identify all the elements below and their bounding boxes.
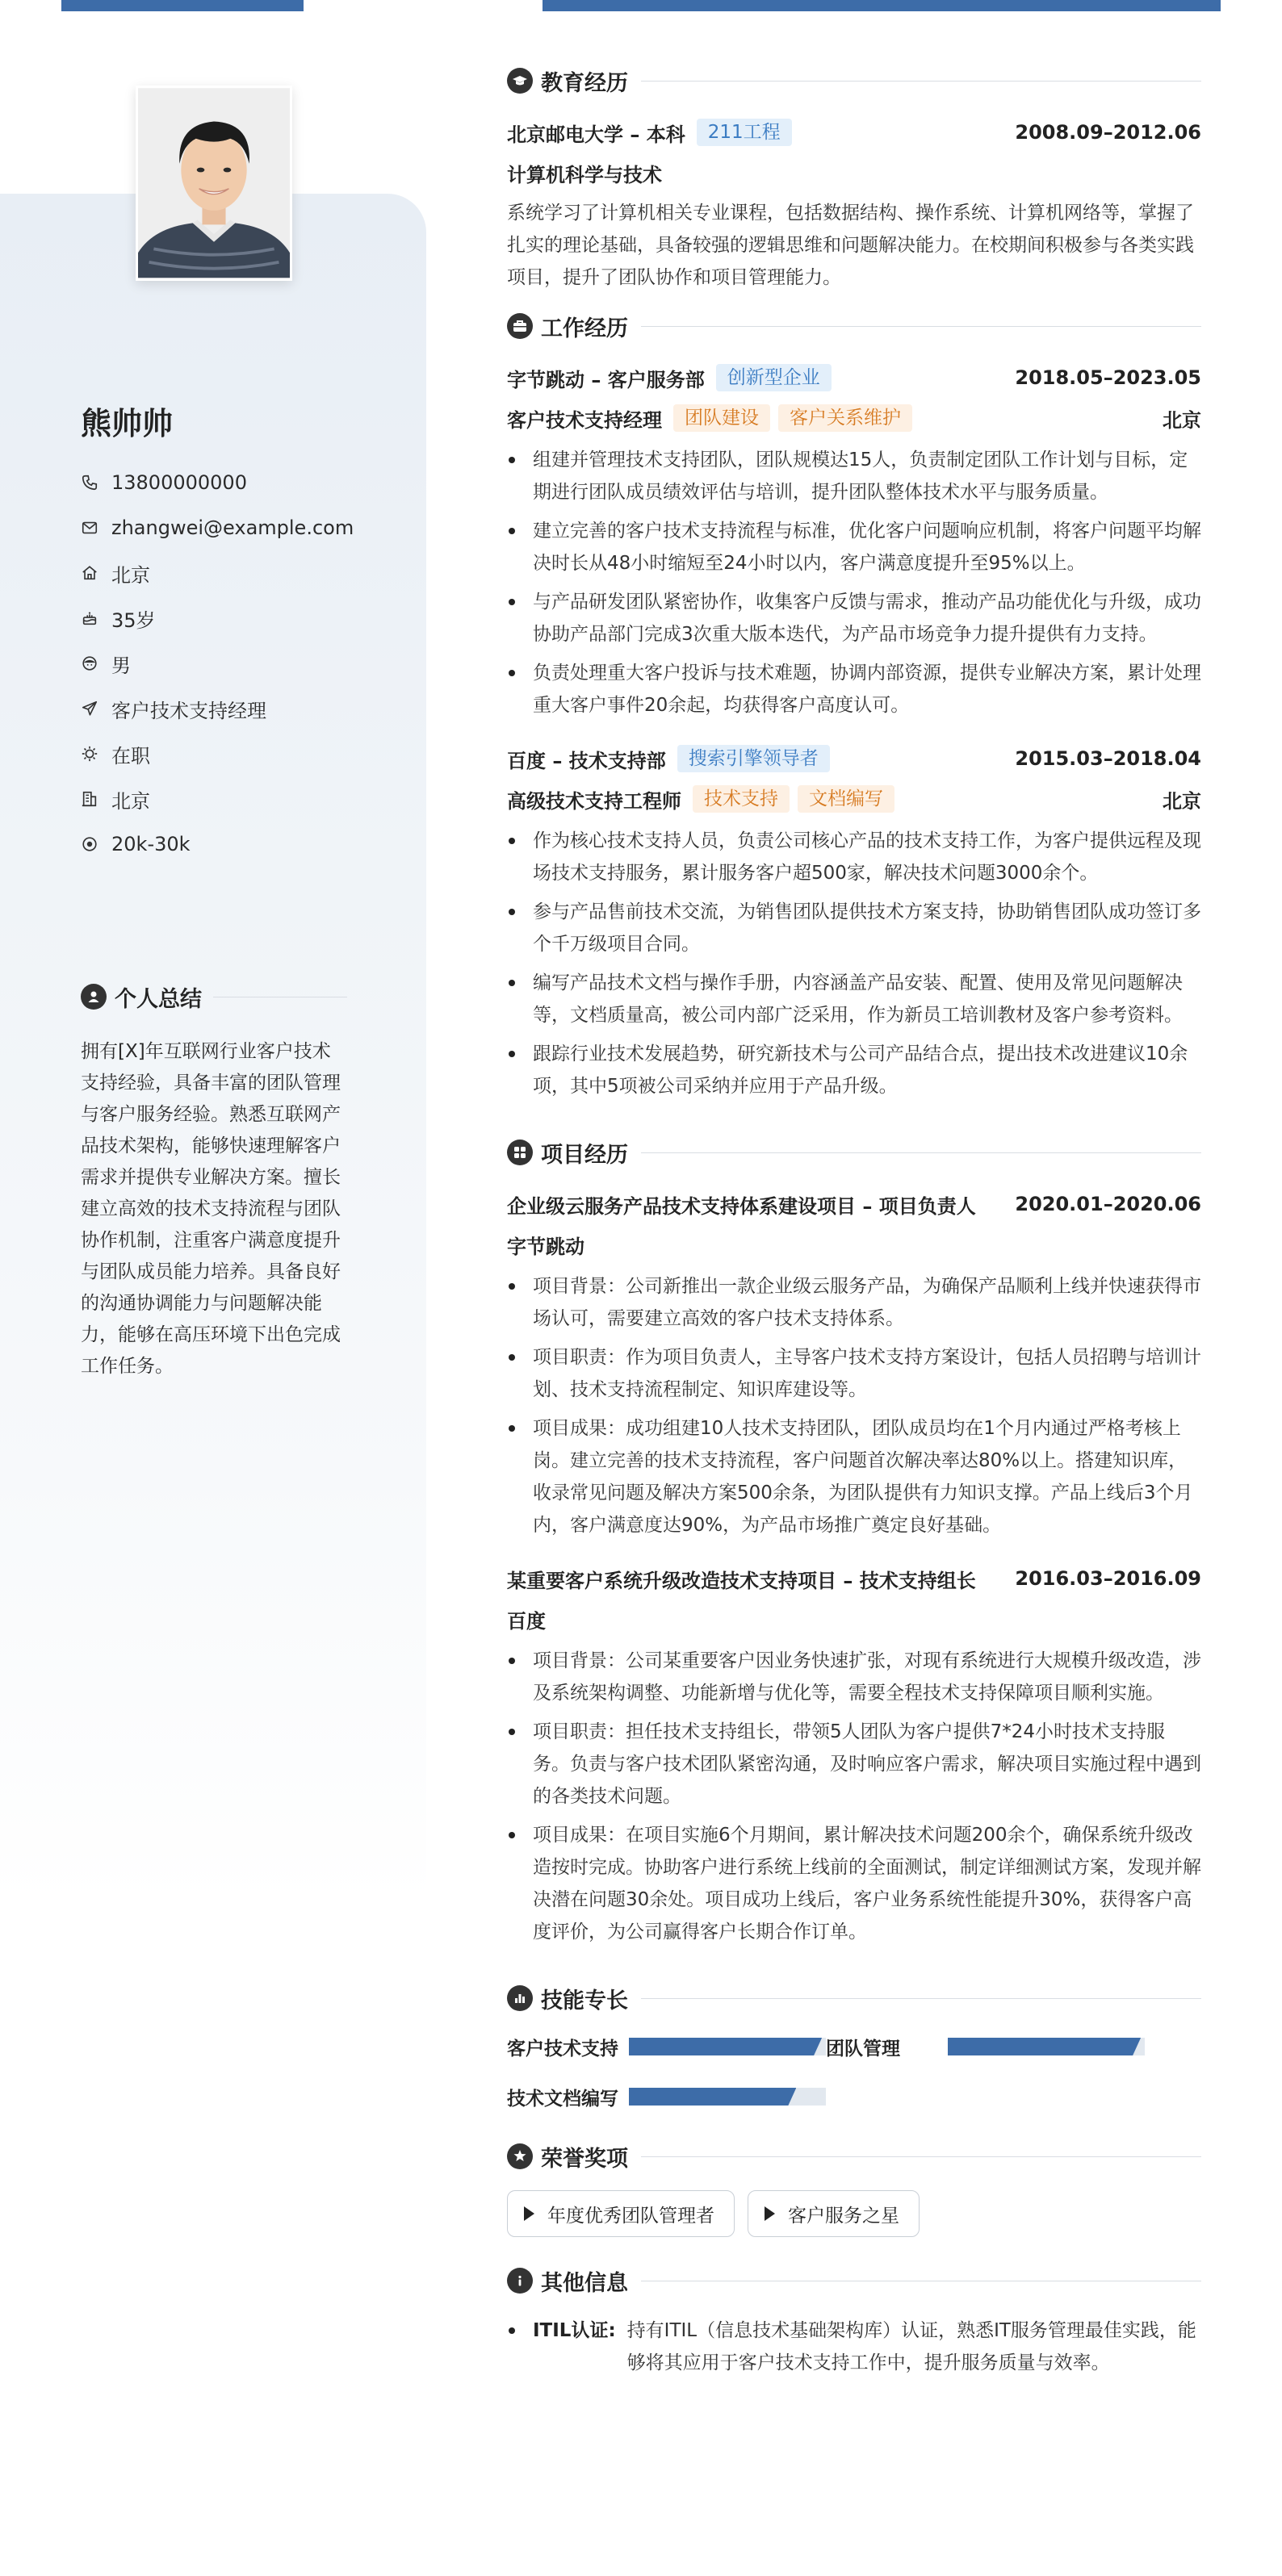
project-name: 某重要客户系统升级改造技术支持项目 – 技术支持组长	[507, 1569, 976, 1592]
profile-name: 熊帅帅	[81, 406, 174, 441]
summary-section-title	[81, 983, 347, 1010]
send-icon	[81, 700, 98, 717]
project-company-row	[507, 1223, 1201, 1265]
status-icon	[81, 745, 98, 763]
job-position: 客户技术支持经理	[507, 408, 662, 432]
project-entry	[507, 1185, 1201, 1541]
job-company: 百度 – 技术支持部	[507, 749, 666, 772]
list-item: 负责处理重大客户投诉与技术难题，协调内部资源，提供专业解决方案，累计处理重大客户事件20余起，均获得客户高度认可。	[507, 657, 1201, 721]
project-company: 字节跳动	[507, 1235, 584, 1258]
project-date: 2020.01–2020.06	[1015, 1193, 1201, 1215]
skill-item	[507, 2030, 826, 2063]
divider	[641, 1998, 1201, 1999]
education-title: 教育经历	[541, 70, 628, 96]
school-name: 北京邮电大学 – 本科	[507, 123, 685, 146]
other-list	[507, 2315, 1201, 2379]
skill-level-fill	[948, 2038, 1141, 2055]
other-value: 持有ITIL（信息技术基础架构库）认证，熟悉IT服务管理最佳实践，能够将其应用于客户技术支持工作中，提升服务质量与效率。	[626, 2320, 1196, 2373]
work-title: 工作经历	[541, 316, 628, 341]
job-bullets	[507, 825, 1201, 1102]
top-accent-bar-right	[543, 0, 1221, 11]
skill-name: 客户技术支持	[507, 2038, 618, 2060]
play-icon	[524, 2206, 534, 2221]
project-company: 百度	[507, 1609, 546, 1633]
other-section-title	[507, 2260, 1201, 2302]
skill-tag: 文档编写	[798, 785, 894, 813]
salary-icon	[81, 835, 98, 853]
list-item: 项目职责：担任技术支持组长，带领5人团队为客户提供7*24小时技术支持服务。负责与客户技术团队紧密沟通，及时响应客户需求，解决项目实施过程中遇到的各类技术问题。	[507, 1716, 1201, 1813]
job-header	[507, 358, 1201, 397]
top-accent-bar-left	[61, 0, 304, 11]
company-tag: 搜索引擎领导者	[677, 745, 830, 772]
info-email	[81, 505, 404, 550]
list-item: 项目成果：成功组建10人技术支持团队，团队成员均在1个月内通过严格考核上岗。建立完善的技术支持流程，客户问题首次解决率达80%以上。搭建知识库，收录常见问题及解决方案500余条，为团队提供有力知识支撑。产品上线后3个月内，客户满意度达90%，为产品市场推广奠定良好基础。	[507, 1412, 1201, 1541]
info-city-text: 北京	[111, 563, 150, 587]
info-phone-text: 13800000000	[111, 471, 247, 494]
skills-title: 技能专长	[541, 1988, 628, 2014]
list-item: 跟踪行业技术发展趋势，研究新技术与公司产品结合点，提出技术改进建议10余项，其中5项被公司采纳并应用于产品升级。	[507, 1038, 1201, 1102]
skills-grid	[507, 2030, 1201, 2113]
summary-title: 个人总结	[115, 986, 202, 1012]
avatar-portrait-icon	[138, 88, 290, 278]
honor-badge	[748, 2190, 920, 2237]
school-tag: 211工程	[697, 119, 792, 146]
award-icon	[507, 2143, 533, 2169]
divider	[641, 2156, 1201, 2157]
info-salary	[81, 822, 404, 867]
info-work-city-text: 北京	[111, 789, 150, 813]
list-item	[507, 2315, 1201, 2379]
info-position	[81, 686, 404, 731]
list-item: 项目成果：在项目实施6个月期间，累计解决技术问题200余个，确保系统升级改造按时完成。协助客户进行系统上线前的全面测试，制定详细测试方案，发现并解决潜在问题30余处。项目成功上线后，客户业务系统性能提升30%，获得客户高度评价，为公司赢得客户长期合作订单。	[507, 1819, 1201, 1948]
summary-text: 拥有[X]年互联网行业客户技术支持经验，具备丰富的团队管理与客户服务经验。熟悉互联网产品技术架构，能够快速理解客户需求并提供专业解决方案。擅长建立高效的技术支持流程与团队协作机制，注重客户满意度提升与团队成员能力培养。具备良好的沟通协调能力与问题解决能力，能够在高压环境下出色完成工作任务。	[81, 1041, 341, 1377]
email-icon	[81, 519, 98, 537]
education-header	[507, 113, 1201, 152]
skill-item	[826, 2030, 1145, 2063]
list-item: 编写产品技术文档与操作手册，内容涵盖产品安装、配置、使用及常见问题解决等，文档质量高，被公司内部广泛采用，作为新员工培训教材及客户参考资料。	[507, 967, 1201, 1031]
honor-badge	[507, 2190, 735, 2237]
education-section-title	[507, 60, 1201, 102]
avatar	[136, 86, 292, 281]
skill-level-bar	[629, 2038, 826, 2055]
info-age	[81, 596, 404, 641]
user-icon	[81, 984, 107, 1010]
skill-level-fill	[629, 2088, 797, 2106]
list-item: 建立完善的客户技术支持流程与标准，优化客户问题响应机制，将客户问题平均解决时长从48小时缩短至24小时以内，客户满意度提升至95%以上。	[507, 515, 1201, 579]
play-icon	[765, 2206, 775, 2221]
skills-section-title	[507, 1977, 1201, 2019]
job-entry	[507, 739, 1201, 1102]
education-major-row	[507, 152, 1201, 194]
work-section-title	[507, 305, 1201, 347]
bar-chart-icon	[507, 1985, 533, 2011]
skill-tag: 客户关系维护	[778, 404, 912, 432]
building-icon	[81, 790, 98, 808]
info-work-city	[81, 776, 404, 822]
other-title: 其他信息	[541, 2270, 628, 2296]
bullet-dot	[509, 2327, 515, 2334]
list-item: 参与产品售前技术交流，为销售团队提供技术方案支持，协助销售团队成功签订多个千万级项目合同。	[507, 896, 1201, 960]
projects-section-title	[507, 1131, 1201, 1173]
info-gender	[81, 641, 404, 686]
education-description: 系统学习了计算机相关专业课程，包括数据结构、操作系统、计算机网络等，掌握了扎实的理论基础，具备较强的逻辑思维和问题解决能力。在校期间积极参与各类实践项目，提升了团队协作和项目管理能力。	[507, 203, 1194, 288]
job-position-row	[507, 397, 1201, 439]
list-item: 项目背景：公司某重要客户因业务快速扩张，对现有系统进行大规模升级改造，涉及系统架构调整、功能新增与优化等，需要全程技术支持保障项目顺利实施。	[507, 1645, 1201, 1709]
list-item: 与产品研发团队紧密协作，收集客户反馈与需求，推动产品功能优化与升级，成功协助产品部门完成3次重大版本迭代，为产品市场竞争力提升提供有力支持。	[507, 586, 1201, 650]
grid-icon	[507, 1140, 533, 1165]
divider	[641, 326, 1201, 327]
job-position-row	[507, 778, 1201, 820]
info-phone	[81, 460, 404, 505]
education-date: 2008.09–2012.06	[1015, 121, 1201, 144]
skill-level-fill	[629, 2038, 822, 2055]
job-date: 2018.05–2023.05	[1015, 366, 1201, 389]
info-age-text: 35岁	[111, 608, 156, 632]
projects-title: 项目经历	[541, 1142, 628, 1168]
project-header	[507, 1185, 1201, 1223]
honor-label: 年度优秀团队管理者	[547, 2205, 714, 2227]
honors-section-title	[507, 2135, 1201, 2177]
job-bullets	[507, 444, 1201, 721]
info-status-text: 在职	[111, 744, 150, 767]
job-header	[507, 739, 1201, 778]
project-header	[507, 1559, 1201, 1598]
briefcase-icon	[507, 313, 533, 339]
honors-list	[507, 2190, 1201, 2237]
divider	[641, 81, 1201, 82]
skill-tag: 团队建设	[673, 404, 770, 432]
skill-level-bar	[629, 2088, 826, 2106]
project-name: 企业级云服务产品技术支持体系建设项目 – 项目负责人	[507, 1194, 976, 1218]
project-bullets	[507, 1270, 1201, 1541]
divider	[641, 1152, 1201, 1153]
info-gender-text: 男	[111, 654, 131, 677]
project-date: 2016.03–2016.09	[1015, 1567, 1201, 1590]
contact-info-list	[81, 460, 404, 867]
skill-item	[507, 2080, 826, 2113]
graduation-cap-icon	[507, 68, 533, 94]
phone-icon	[81, 474, 98, 491]
major: 计算机科学与技术	[507, 163, 662, 186]
info-email-text: zhangwei@example.com	[111, 516, 354, 539]
list-item: 项目职责：作为项目负责人，主导客户技术支持方案设计，包括人员招聘与培训计划、技术支持流程制定、知识库建设等。	[507, 1341, 1201, 1406]
skill-name: 技术文档编写	[507, 2088, 618, 2110]
skill-tag: 技术支持	[693, 785, 790, 813]
job-location: 北京	[1163, 408, 1201, 432]
project-bullets	[507, 1645, 1201, 1948]
cake-icon	[81, 609, 98, 627]
skill-level-bar	[948, 2038, 1145, 2055]
main-content	[507, 60, 1201, 2379]
info-city	[81, 550, 404, 596]
info-icon	[507, 2268, 533, 2294]
info-status	[81, 731, 404, 776]
skill-name: 团队管理	[826, 2038, 900, 2060]
job-entry	[507, 358, 1201, 721]
list-item: 组建并管理技术支持团队，团队规模达15人，负责制定团队工作计划与目标，定期进行团队成员绩效评估与培训，提升团队整体技术水平与服务质量。	[507, 444, 1201, 508]
job-location: 北京	[1163, 789, 1201, 813]
list-item: 项目背景：公司新推出一款企业级云服务产品，为确保产品顺利上线并快速获得市场认可，需要建立高效的客户技术支持体系。	[507, 1270, 1201, 1335]
project-entry	[507, 1559, 1201, 1948]
honor-label: 客户服务之星	[788, 2205, 899, 2227]
job-date: 2015.03–2018.04	[1015, 747, 1201, 770]
job-company: 字节跳动 – 客户服务部	[507, 368, 705, 391]
info-salary-text: 20k-30k	[111, 833, 191, 855]
job-position: 高级技术支持工程师	[507, 789, 681, 813]
info-position-text: 客户技术支持经理	[111, 699, 266, 722]
company-tag: 创新型企业	[716, 364, 832, 391]
list-item: 作为核心技术支持人员，负责公司核心产品的技术支持工作，为客户提供远程及现场技术支持服务，累计服务客户超500家，解决技术问题3000余个。	[507, 825, 1201, 889]
home-icon	[81, 564, 98, 582]
gender-icon	[81, 654, 98, 672]
other-key: ITIL认证:	[533, 2320, 616, 2341]
project-company-row	[507, 1598, 1201, 1640]
honors-title: 荣誉奖项	[541, 2146, 628, 2172]
